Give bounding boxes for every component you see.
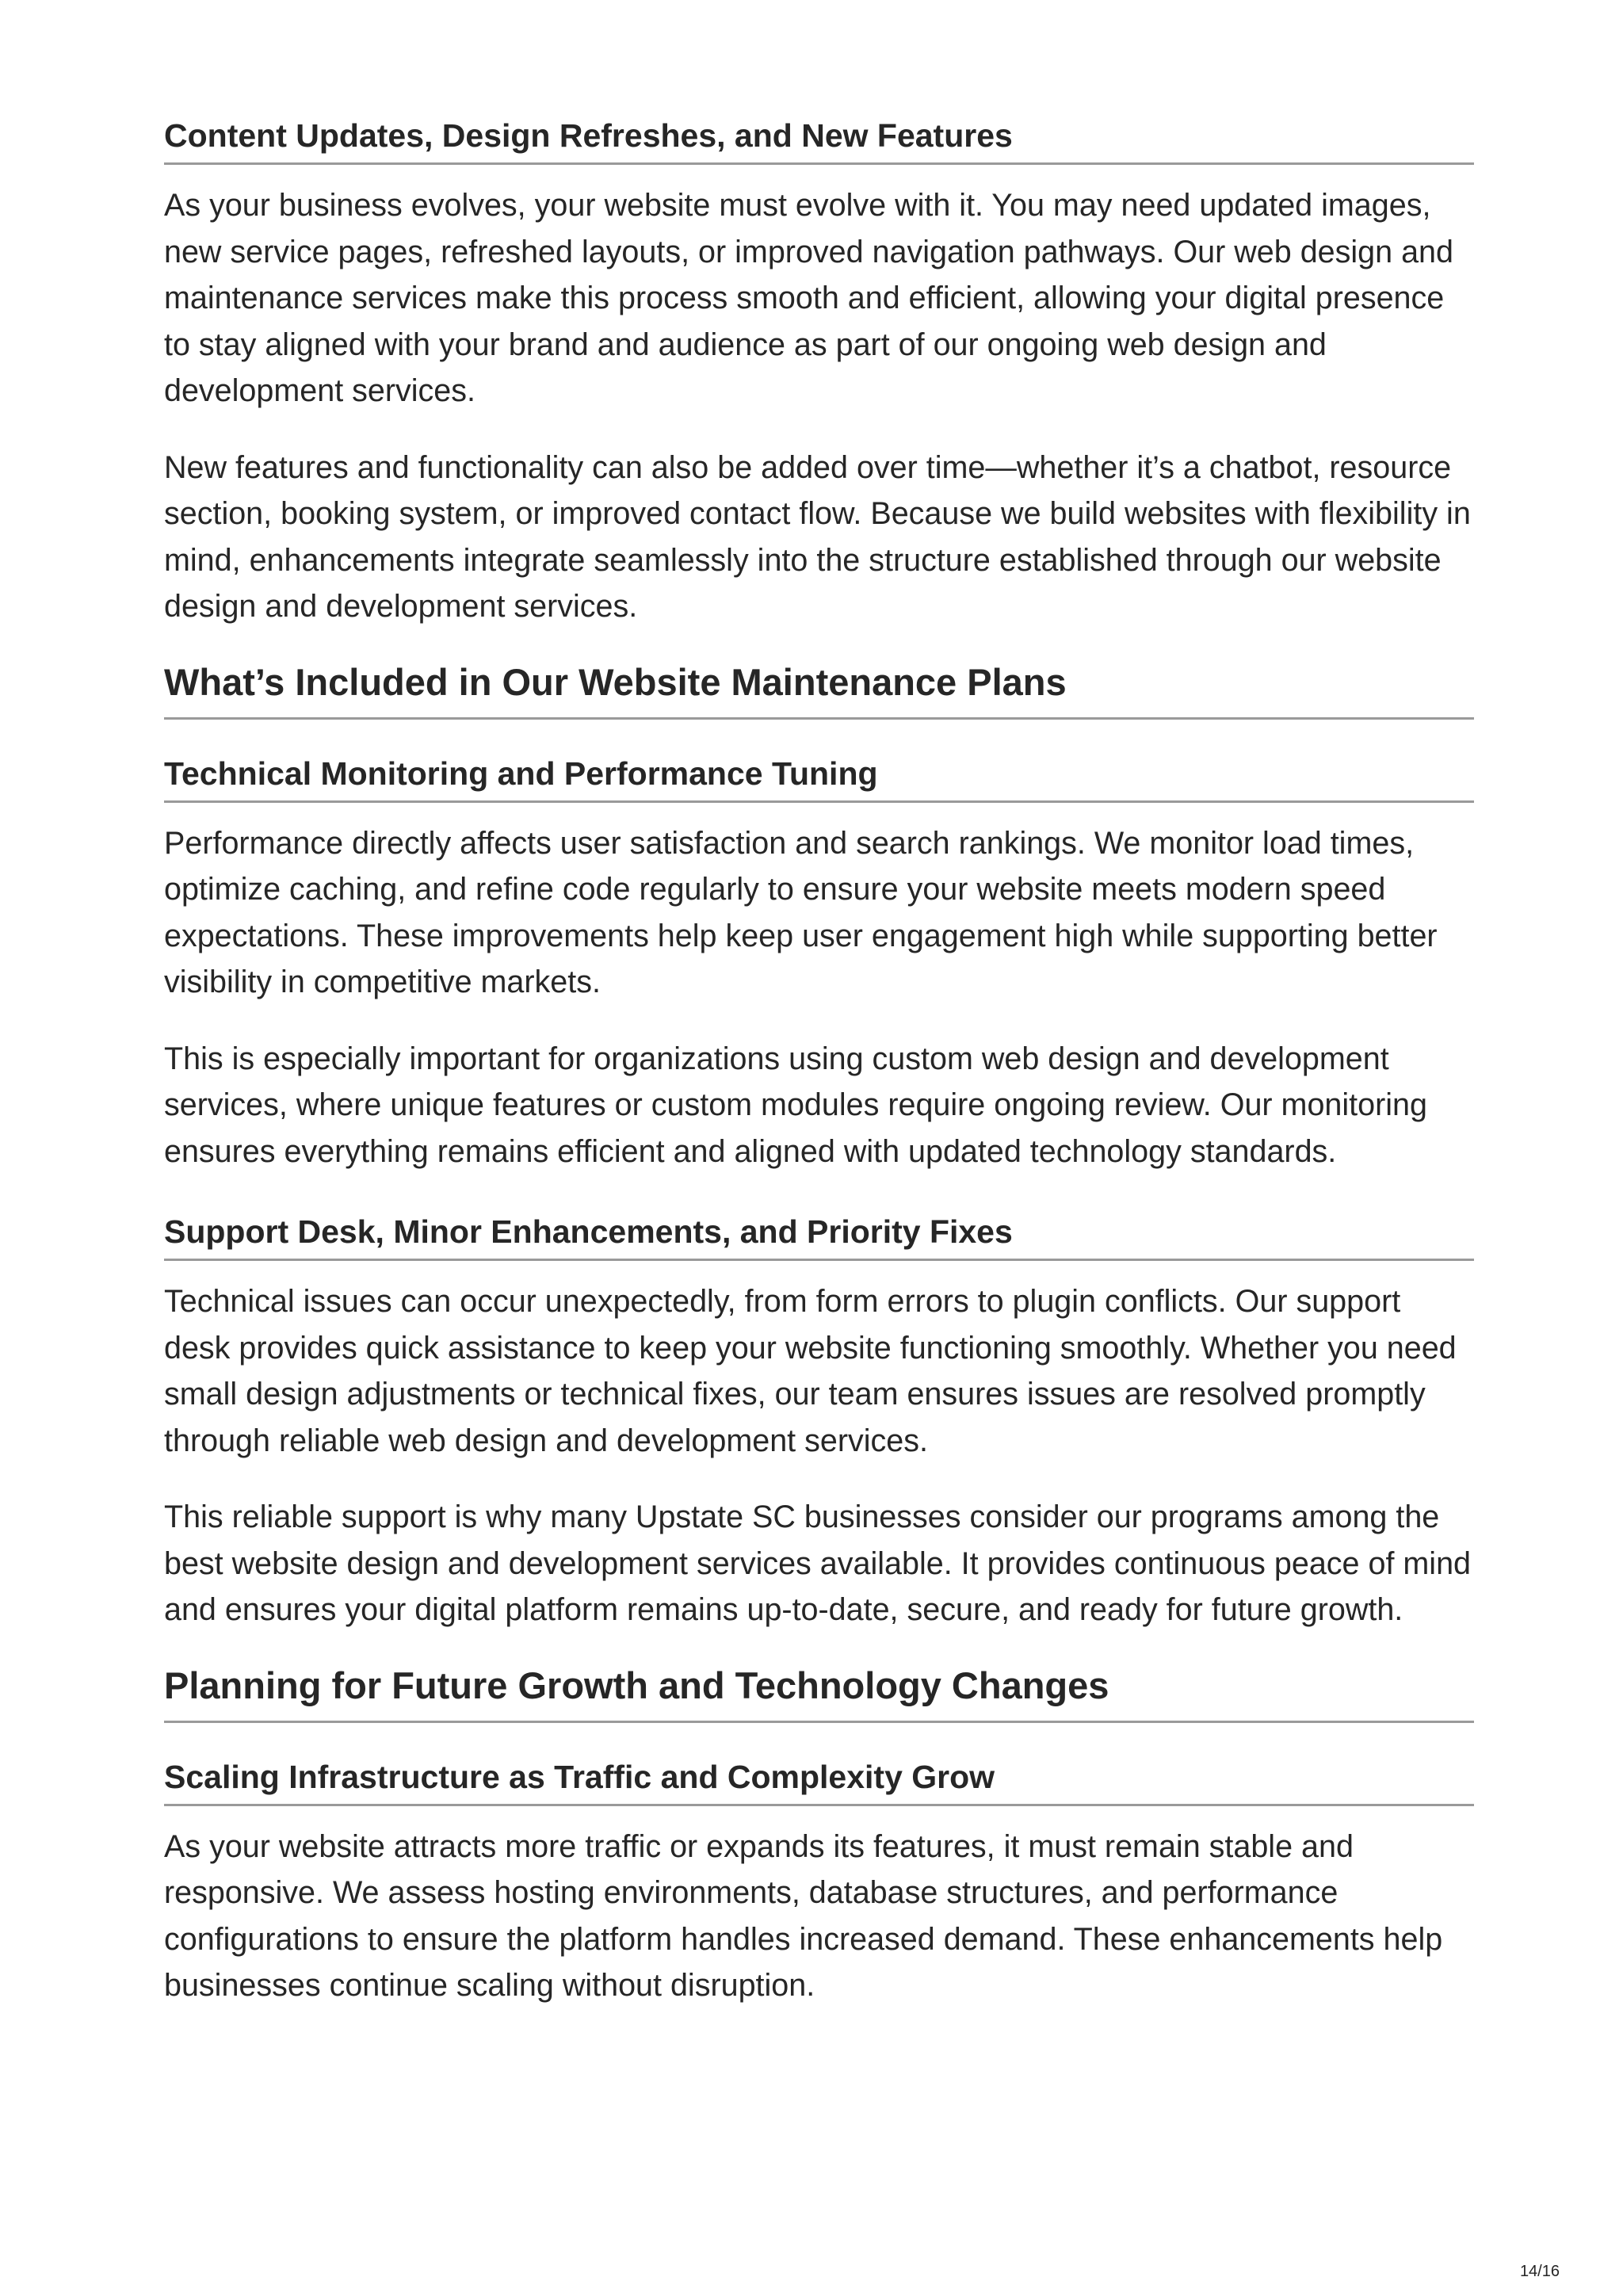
subheading-scaling-infrastructure: Scaling Infrastructure as Traffic and Complexity Grow — [164, 1755, 1474, 1806]
subheading-technical-monitoring: Technical Monitoring and Performance Tuning — [164, 751, 1474, 803]
heading-maintenance-plans: What’s Included in Our Website Maintenance Plans — [164, 657, 1474, 720]
subheading-content-updates: Content Updates, Design Refreshes, and New Features — [164, 113, 1474, 165]
paragraph-content-updates-1: As your business evolves, your website must evolve with it. You may need updated images, new service pages, refreshed layouts, or improved navigation pathways. Our web design and maintenance services make this process smooth and efficient, allowing your digital presence to stay aligned with your brand and audience as part of our ongoing web design and development services. — [164, 188, 1453, 408]
paragraph-support-desk-1: Technical issues can occur unexpectedly, from form errors to plugin conflicts. Our support desk provides quick assistance to keep your website functioning smoothly. Whether you need small design adjustments or technical fixes, our team ensures issues are resolved promptly through reliable web design and development services. — [164, 1284, 1457, 1458]
paragraph-content-updates-2: New features and functionality can also be added over time—whether it’s a chatbot, resource section, booking system, or improved contact flow. Because we build websites with flexibility in mind, enhancements integrate seamlessly into the structure established through our website design and development services. — [164, 449, 1471, 624]
document-page — [164, 113, 1474, 2009]
paragraph-technical-monitoring-2: This is especially important for organizations using custom web design and development services, where unique features or custom modules require ongoing review. Our monitoring ensures everything remains efficient and aligned with updated technology standards. — [164, 1041, 1427, 1169]
paragraph-scaling-infrastructure: As your website attracts more traffic or expands its features, it must remain stable and responsive. We assess hosting environments, database structures, and performance configurations to ensure the platform handles increased demand. These enhancements help businesses continue scaling without disruption. — [164, 1828, 1443, 2003]
subheading-support-desk: Support Desk, Minor Enhancements, and Priority Fixes — [164, 1209, 1474, 1261]
page-number: 14/16 — [1519, 2263, 1560, 2280]
paragraph-technical-monitoring-1: Performance directly affects user satisfaction and search rankings. We monitor load times, optimize caching, and refine code regularly to ensure your website meets modern speed expectations. These improvements help keep user engagement high while supporting better visibility in competitive markets. — [164, 825, 1438, 999]
heading-future-growth: Planning for Future Growth and Technology Changes — [164, 1660, 1474, 1723]
paragraph-support-desk-2: This reliable support is why many Upstate SC businesses consider our programs among the best website design and development services available. It provides continuous peace of mind and ensures your digital platform remains up-to-date, secure, and ready for future growth. — [164, 1499, 1472, 1627]
